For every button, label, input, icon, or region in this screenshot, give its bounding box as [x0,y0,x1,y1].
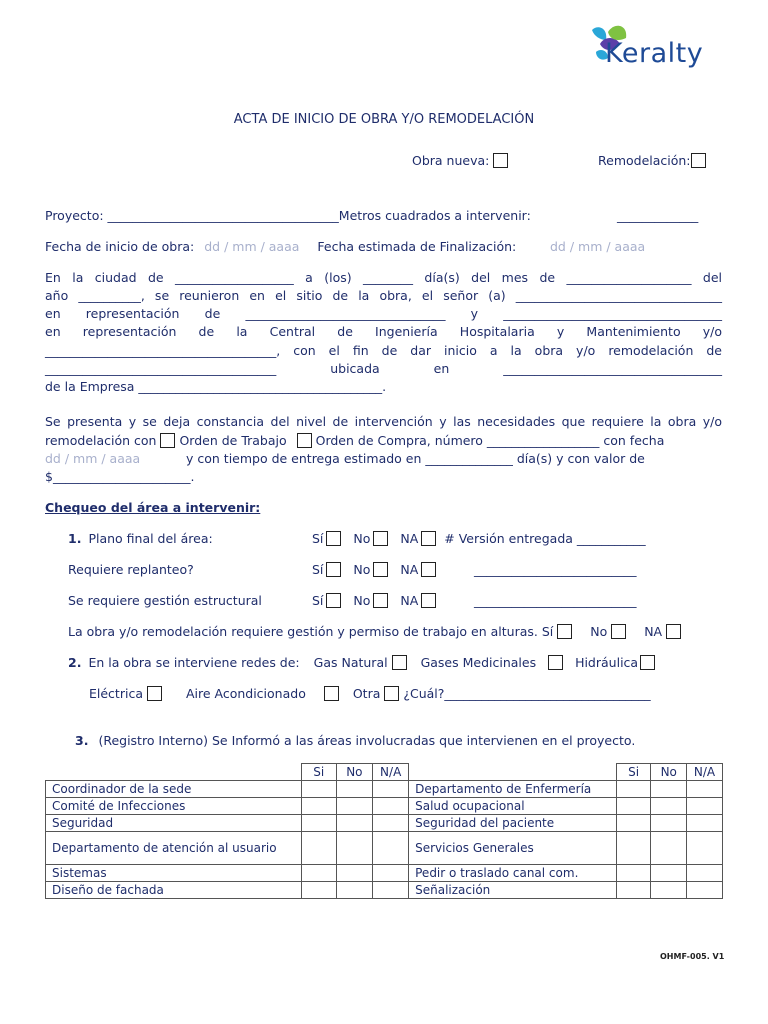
item1-options [312,531,646,546]
alturas-label: La obra y/o remodelación requiere gestión y permiso de trabajo en alturas. Sí [68,624,554,639]
area-left: Diseño de fachada [46,882,302,899]
check-cell[interactable] [616,832,651,865]
replanteo-options [312,562,436,577]
check-cell[interactable] [616,781,651,798]
area-left: Departamento de atención al usuario [46,832,302,865]
otra-checkbox[interactable] [384,686,399,701]
check-cell[interactable] [651,815,687,832]
estructural-na-checkbox[interactable] [421,593,436,608]
check-cell[interactable] [616,882,651,899]
estructural-options [312,593,436,608]
item2-row2 [89,686,651,701]
check-cell[interactable] [687,832,723,865]
gases-medicinales-label: Gases Medicinales [420,655,537,670]
document-title: ACTA DE INICIO DE OBRA Y/O REMODELACIÓN [233,112,535,127]
check-cell[interactable] [651,882,687,899]
area-right: Pedir o traslado canal com. [409,865,617,882]
parrafo2-line1: Se presenta y se deja constancia del nivel de intervención y las necesidades que requiere la obra y/o [45,414,722,429]
parrafo1-line6: _____________________________________ ubicada en ___________________________________ [45,361,722,376]
no-label: No [353,531,371,546]
version-entregada: # Versión entregada ___________ [444,531,646,546]
gases-medicinales-checkbox[interactable] [548,655,563,670]
check-cell[interactable] [373,798,409,815]
metros-label: Metros cuadrados a intervenir: [338,208,531,223]
area-left: Comité de Infecciones [46,798,302,815]
check-cell[interactable] [373,832,409,865]
areas-table [45,763,723,899]
table-header-row [46,764,723,781]
header-no: No [336,764,373,781]
table-row [46,798,723,815]
na-label: NA [400,531,419,546]
tiempo-entrega-text: y con tiempo de entrega estimado en ______________ día(s) y con valor de [186,451,645,466]
cual-field[interactable]: ¿Cuál?_________________________________ [403,686,651,701]
parrafo1-line5: _____________________________________, con el fin de dar inicio a la obra y/o remodelación de [45,343,722,358]
brand-name: Keralty [605,38,704,69]
obra-nueva-row [412,153,508,168]
check-cell[interactable] [687,815,723,832]
check-cell[interactable] [373,781,409,798]
area-right: Salud ocupacional [409,798,617,815]
form-code: OHMF-005. V1 [660,952,725,961]
na-label: NA [400,562,419,577]
alturas-si-checkbox[interactable] [557,624,572,639]
orden-compra-checkbox[interactable] [297,433,312,448]
obra-nueva-label: Obra nueva: [412,153,490,168]
replanteo-no-checkbox[interactable] [373,562,388,577]
replanteo-label: Requiere replanteo? [68,562,194,577]
item1-number: 1. [68,531,82,546]
fechas-row [45,239,516,254]
metros-field[interactable]: _____________ [617,208,699,223]
no-label: No [590,624,608,639]
check-cell[interactable] [336,882,373,899]
alturas-no-checkbox[interactable] [611,624,626,639]
na-label: NA [400,593,419,608]
replanteo-na-checkbox[interactable] [421,562,436,577]
item3-label: (Registro Interno) Se Informó a las áreas involucradas que intervienen en el proyecto. [98,733,636,748]
check-cell[interactable] [301,798,336,815]
si-label: Sí [312,593,324,608]
replanteo-si-checkbox[interactable] [326,562,341,577]
proyecto-row [45,208,531,223]
check-cell[interactable] [373,865,409,882]
si-label: Sí [312,562,324,577]
item1-si-checkbox[interactable] [326,531,341,546]
check-cell[interactable] [336,781,373,798]
area-left: Seguridad [46,815,302,832]
item2-row [68,655,655,670]
check-cell[interactable] [616,798,651,815]
si-label: Sí [312,531,324,546]
check-cell[interactable] [373,815,409,832]
check-cell[interactable] [651,865,687,882]
estructural-field[interactable]: __________________________ [474,593,637,608]
parrafo1-line4: en representación de la Central de Ingeniería Hospitalaria y Mantenimiento y/o [45,324,722,339]
check-cell[interactable] [651,798,687,815]
check-cell[interactable] [616,815,651,832]
check-cell[interactable] [301,815,336,832]
check-cell[interactable] [301,865,336,882]
obra-nueva-checkbox[interactable] [493,153,508,168]
aire-checkbox[interactable] [324,686,339,701]
alturas-row [68,624,681,639]
check-cell[interactable] [687,781,723,798]
electrica-label: Eléctrica [89,686,143,701]
fecha-orden-input[interactable]: dd / mm / aaaa [45,451,141,466]
no-label: No [353,593,371,608]
item3-number: 3. [75,733,89,748]
check-cell[interactable] [373,882,409,899]
remodelacion-con-label: remodelación con [45,433,157,448]
item3-row [75,733,635,748]
table-row [46,882,723,899]
chequeo-title: Chequeo del área a intervenir: [45,500,261,515]
proyecto-field[interactable]: _____________________________________ [107,208,339,223]
fecha-inicio-label: Fecha de inicio de obra: [45,239,195,254]
table-row [46,865,723,882]
check-cell[interactable] [687,798,723,815]
item1-row [68,531,213,546]
replanteo-field[interactable]: __________________________ [474,562,637,577]
orden-trabajo-checkbox[interactable] [160,433,175,448]
parrafo1-line1: En la ciudad de ___________________ a (los) ________ día(s) del mes de ____________________ del [45,270,722,285]
estructural-no-checkbox[interactable] [373,593,388,608]
electrica-checkbox[interactable] [147,686,162,701]
fecha-fin-label: Fecha estimada de Finalización: [317,239,517,254]
parrafo1-line2: año __________, se reunieron en el sitio de la obra, el señor (a) _________________________________ [45,288,722,303]
check-cell[interactable] [301,832,336,865]
gas-natural-checkbox[interactable] [392,655,407,670]
area-left: Coordinador de la sede [46,781,302,798]
area-right: Señalización [409,882,617,899]
area-right: Servicios Generales [409,832,617,865]
parrafo2-line2 [45,433,664,448]
table-row [46,781,723,798]
item2-label: En la obra se interviene redes de: [88,655,300,670]
alturas-na-checkbox[interactable] [666,624,681,639]
remodelacion-checkbox[interactable] [691,153,706,168]
fecha-inicio-input[interactable]: dd / mm / aaaa [204,239,300,254]
estructural-label: Se requiere gestión estructural [68,593,262,608]
table-row [46,832,723,865]
remodelacion-label: Remodelación: [598,153,691,168]
table-row [46,815,723,832]
check-cell[interactable] [651,781,687,798]
na-label: NA [644,624,663,639]
header-na: N/A [687,764,723,781]
gas-natural-label: Gas Natural [313,655,388,670]
check-cell[interactable] [651,832,687,865]
header-no: No [651,764,687,781]
parrafo1-line7: de la Empresa _______________________________________. [45,379,387,394]
check-cell[interactable] [336,865,373,882]
header-si: Si [616,764,651,781]
area-right: Departamento de Enfermería [409,781,617,798]
item2-number: 2. [68,655,82,670]
orden-trabajo-label: Orden de Trabajo [179,433,287,448]
aire-label: Aire Acondicionado [185,686,306,701]
no-label: No [353,562,371,577]
parrafo2-line3 [45,451,140,466]
item1-no-checkbox[interactable] [373,531,388,546]
otra-label: Otra [352,686,381,701]
estructural-si-checkbox[interactable] [326,593,341,608]
hidraulica-label: Hidráulica [575,655,639,670]
check-cell[interactable] [336,832,373,865]
valor-line: $______________________. [45,469,195,484]
hidraulica-checkbox[interactable] [640,655,655,670]
check-cell[interactable] [301,882,336,899]
area-right: Seguridad del paciente [409,815,617,832]
header-si: Si [301,764,336,781]
check-cell[interactable] [687,865,723,882]
remodelacion-row [598,153,706,168]
check-cell[interactable] [616,865,651,882]
fecha-fin-input[interactable]: dd / mm / aaaa [550,239,646,254]
orden-compra-label: Orden de Compra, número __________________ con fecha [315,433,665,448]
check-cell[interactable] [336,815,373,832]
area-left: Sistemas [46,865,302,882]
item1-na-checkbox[interactable] [421,531,436,546]
check-cell[interactable] [301,781,336,798]
parrafo1-line3: en representación de ________________________________ y ___________________________________ [45,306,722,321]
header-na: N/A [373,764,409,781]
check-cell[interactable] [687,882,723,899]
check-cell[interactable] [336,798,373,815]
proyecto-label: Proyecto: [45,208,104,223]
item1-label: Plano final del área: [88,531,213,546]
